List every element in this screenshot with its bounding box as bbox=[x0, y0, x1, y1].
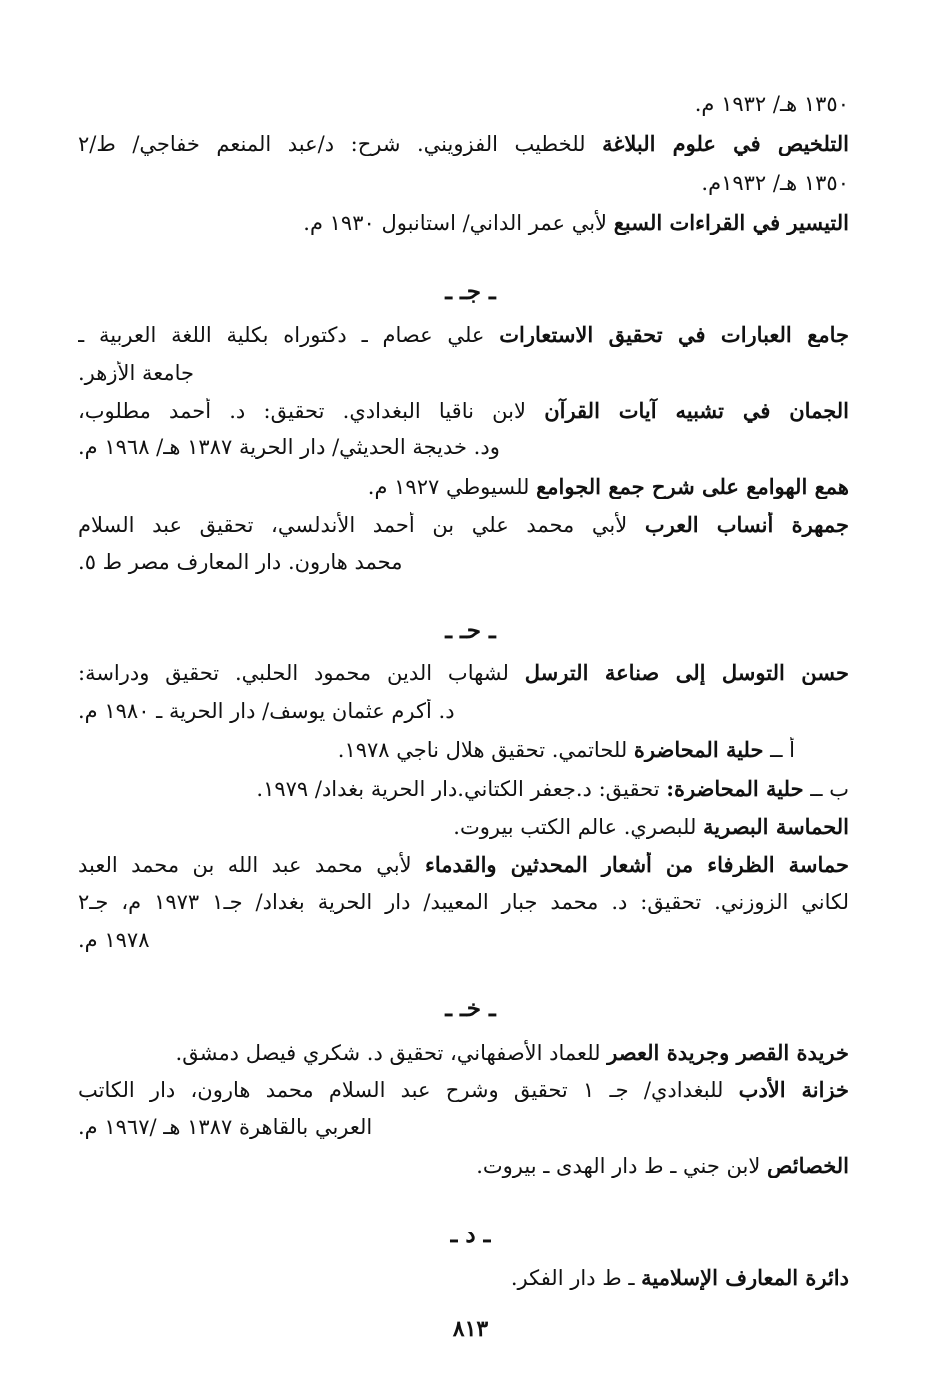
entry-title: جمهرة أنساب العرب bbox=[644, 512, 849, 537]
entry-hama-al-hawami bbox=[368, 474, 849, 499]
entry-khizanat-al-adab bbox=[78, 1077, 849, 1102]
entry-title: خزانة الأدب bbox=[738, 1077, 849, 1102]
page-number: ٨١٣ bbox=[452, 1316, 489, 1342]
section-header-dal: ـ د ـ bbox=[450, 1221, 491, 1248]
entry-title: دائرة المعارف الإسلامية bbox=[641, 1265, 849, 1290]
entry-prefix: ب ــ bbox=[803, 777, 849, 801]
entry-details: للعماد الأصفهاني، تحقيق د. شكري فيصل دمشق. bbox=[175, 1041, 608, 1065]
entry-khizanat-continuation: العربي بالقاهرة ١٣٨٧ هـ /١٩٦٧ م. bbox=[78, 1115, 373, 1139]
section-header-ha: ـ حـ ـ bbox=[445, 617, 496, 644]
entry-details: للخطيب الفزويني. شرح: د/عبد المنعم خفاجي/ ط/٢ bbox=[78, 132, 603, 156]
entry-talkhis-continuation: ١٣٥٠ هـ/ ١٩٣٢م. bbox=[701, 171, 849, 195]
entry-details: لابن جني ـ ط دار الهدى ـ بيروت. bbox=[476, 1154, 768, 1178]
entry-al-juman-continuation: ود. خديجة الحديثي/ دار الحرية ١٣٨٧ هـ/ ١٩٦٨ م. bbox=[78, 435, 500, 459]
entry-hamasat-continuation-1: لكاني الزوزني. تحقيق: د. محمد جبار المعيبد/ دار الحرية بغداد/ جـ١ ١٩٧٣ م، جـ٢ bbox=[78, 890, 849, 914]
entry-details: للحاتمي. تحقيق هلال ناجي ١٩٧٨. bbox=[337, 738, 634, 762]
entry-details: للبصري. عالم الكتب بيروت. bbox=[453, 815, 704, 839]
entry-title: جامع العبارات في تحقيق الاستعارات bbox=[499, 322, 849, 347]
entry-hamasat-al-zurafa bbox=[78, 852, 849, 877]
entry-continuation-line: ١٣٥٠ هـ/ ١٩٣٢ م. bbox=[694, 92, 849, 116]
entry-jami-continuation: جامعة الأزهر. bbox=[78, 361, 194, 385]
entry-title: همع الهوامع على شرح جمع الجوامع bbox=[536, 474, 849, 499]
entry-hilyat-a bbox=[338, 737, 795, 762]
entry-details: للبغدادي/ جـ ١ تحقيق وشرح عبد السلام محمد هارون، دار الكاتب bbox=[78, 1078, 739, 1102]
entry-dairat-al-maarif bbox=[511, 1265, 849, 1290]
entry-title: التلخيص في علوم البلاغة bbox=[602, 131, 849, 156]
entry-talkhis bbox=[78, 131, 849, 156]
entry-jami-al-ibarat bbox=[78, 322, 849, 347]
entry-title: حلية المحاضرة bbox=[633, 737, 764, 762]
entry-kharidat-al-qasr bbox=[176, 1040, 849, 1065]
entry-details: تحقيق: د.جعفر الكتاني.دار الحرية بغداد/ ١٩٧٩. bbox=[256, 777, 667, 801]
entry-taysir bbox=[303, 210, 849, 235]
entry-title: الجمان في تشبيه آيات القرآن bbox=[544, 398, 849, 423]
entry-details: لابن ناقيا البغدادي. تحقيق: د. أحمد مطلوب، bbox=[78, 399, 545, 423]
entry-details: ـ ط دار الفكر. bbox=[510, 1266, 642, 1290]
entry-title: حسن التوسل إلى صناعة الترسل bbox=[524, 660, 849, 685]
entry-hilyat-b bbox=[256, 776, 849, 801]
entry-title: حلية المحاضرة: bbox=[666, 776, 804, 801]
entry-hamasa-basriya bbox=[453, 814, 849, 839]
entry-details: علي عصام ـ دكتوراه بكلية اللغة العربية ـ bbox=[78, 323, 500, 347]
entry-title: الحماسة البصرية bbox=[703, 814, 849, 839]
entry-details: للسيوطي ١٩٢٧ م. bbox=[367, 475, 537, 499]
entry-details: لأبي عمر الداني/ استانبول ١٩٣٠ م. bbox=[303, 211, 614, 235]
entry-husn-continuation: د. أكرم عثمان يوسف/ دار الحرية ـ ١٩٨٠ م. bbox=[78, 699, 455, 723]
entry-jamharat-ansab bbox=[78, 512, 849, 537]
section-header-jim: ـ جـ ـ bbox=[445, 278, 496, 305]
entry-details: لأبي محمد علي بن أحمد الأندلسي، تحقيق عبد السلام bbox=[78, 513, 645, 537]
entry-al-khasais bbox=[476, 1153, 849, 1178]
entry-details: لشهاب الدين محمود الحلبي. تحقيق ودراسة: bbox=[78, 661, 525, 685]
entry-jamharat-continuation: محمد هارون. دار المعارف مصر ط ٥. bbox=[78, 550, 403, 574]
entry-husn-al-tawassul bbox=[78, 660, 849, 685]
entry-title: الخصائص bbox=[767, 1153, 849, 1178]
entry-title: حماسة الظرفاء من أشعار المحدثين والقدماء bbox=[425, 852, 849, 877]
entry-title: خريدة القصر وجريدة العصر bbox=[607, 1040, 849, 1065]
entry-details: لأبي محمد عبد الله بن محمد العبد bbox=[78, 853, 426, 877]
entry-al-juman bbox=[78, 398, 849, 423]
section-header-kha: ـ خـ ـ bbox=[445, 995, 496, 1022]
entry-hamasat-continuation-2: ١٩٧٨ م. bbox=[78, 928, 150, 952]
entry-prefix: أ ــ bbox=[763, 738, 795, 762]
entry-title: التيسير في القراءات السبع bbox=[613, 210, 849, 235]
